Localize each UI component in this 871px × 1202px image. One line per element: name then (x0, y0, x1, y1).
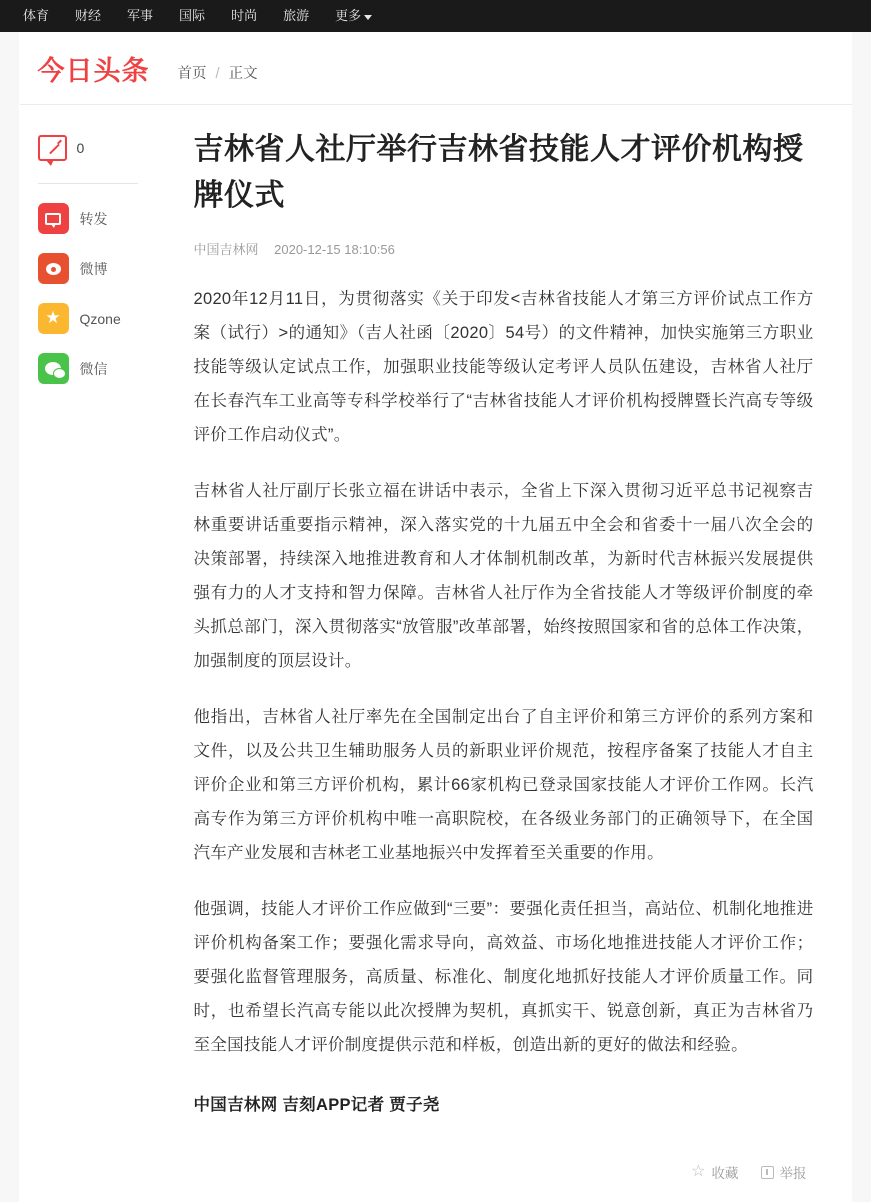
left-gutter (0, 32, 19, 1202)
nav-item-finance[interactable]: 财经 (75, 8, 102, 23)
article-paragraph: 他指出，吉林省人社厅率先在全国制定出台了自主评价和第三方评价的系列方案和文件，以及公共卫生辅助服务人员的新职业评价规范，按程序备案了技能人才自主评价企业和第三方评价机构，累计66家机构已登录国家技能人才评价工作网。长汽高专作为第三方评价机构中唯一高职院校，在各级业务部门的正确领导下，在全国汽车产业发展和吉林老工业基地振兴中发挥着至关重要的作用。 (193, 708, 814, 862)
wechat-icon (38, 353, 69, 384)
breadcrumb (178, 54, 258, 83)
share-label-weibo: 微博 (79, 260, 108, 277)
top-navigation-bar (0, 0, 871, 32)
article-paragraph: 2020年12月11日，为贯彻落实《关于印发<吉林省技能人才第三方评价试点工作方案（试行）>的通知》（吉人社函〔2020〕54号）的文件精神，加快实施第三方职业技能等级认定试点工作，加强职业技能等级认定考评人员队伍建设，吉林省人社厅在长春汽车工业高等专科学校举行了“吉林省技能人才评价机构授牌暨长汽高专等级评价工作启动仪式”。 (193, 290, 814, 444)
report-button[interactable] (761, 1162, 807, 1182)
page-container (0, 32, 871, 1202)
report-label: 举报 (779, 1166, 807, 1181)
article-meta (194, 239, 814, 258)
article-actions (20, 1144, 852, 1202)
breadcrumb-separator: / (215, 66, 220, 82)
share-label-wechat: 微信 (79, 360, 108, 377)
comment-block[interactable] (38, 135, 138, 184)
nav-item-fashion[interactable]: 时尚 (231, 8, 258, 23)
article-source: 中国吉林网 (193, 242, 259, 257)
repost-icon (38, 203, 69, 234)
share-item-qzone[interactable] (38, 303, 156, 334)
site-logo[interactable]: 今日头条 (37, 56, 150, 87)
article-body (156, 105, 852, 1144)
body-row (20, 105, 852, 1144)
report-icon (761, 1166, 774, 1179)
breadcrumb-current: 正文 (228, 66, 258, 82)
comment-edit-icon (38, 135, 67, 161)
nav-item-more[interactable] (322, 0, 385, 32)
article-timestamp: 2020-12-15 18:10:56 (274, 242, 395, 257)
share-item-wechat[interactable] (38, 353, 156, 384)
share-item-weibo[interactable] (38, 253, 156, 284)
weibo-icon (38, 253, 69, 284)
share-label-repost: 转发 (79, 210, 108, 227)
chevron-down-icon (364, 15, 372, 20)
nav-item-international[interactable]: 国际 (179, 8, 206, 23)
breadcrumb-home[interactable]: 首页 (177, 66, 207, 82)
share-item-repost[interactable] (38, 203, 156, 234)
right-gutter (852, 32, 871, 1202)
content-wrapper (20, 32, 852, 1202)
nav-item-military[interactable]: 军事 (127, 8, 154, 23)
share-label-qzone: Qzone (79, 310, 121, 327)
favorite-button[interactable] (691, 1162, 738, 1182)
article-paragraph: 他强调，技能人才评价工作应做到“三要”：要强化责任担当，高站位、机制化地推进评价机构备案工作；要强化需求导向，高效益、市场化地推进技能人才评价工作；要强化监督管理服务，高质量、标准化、制度化地抓好技能人才评价质量工作。同时，也希望长汽高专能以此次授牌为契机，真抓实干、锐意创新，真正为吉林省乃至全国技能人才评价制度提供示范和样板，创造出新的更好的做法和经验。 (193, 900, 814, 1054)
site-header (20, 32, 852, 105)
favorite-label: 收藏 (711, 1166, 739, 1181)
share-rail (38, 105, 156, 1144)
nav-more-label: 更多 (335, 8, 362, 23)
nav-item-sports[interactable]: 体育 (23, 8, 50, 23)
qzone-icon: ★ (38, 303, 69, 334)
article-byline: 中国吉林网 吉刻APP记者 贾子尧 (193, 1096, 440, 1114)
article-paragraph: 吉林省人社厅副厅长张立福在讲话中表示，全省上下深入贯彻习近平总书记视察吉林重要讲话重要指示精神，深入落实党的十九届五中全会和省委十一届八次全会的决策部署，持续深入地推进教育和人才体制机制改革，为新时代吉林振兴发展提供强有力的人才支持和智力保障。吉林省人社厅作为全省技能人才等级评价制度的牵头抓总部门，深入贯彻落实“放管服”改革部署，始终按照国家和省的总体工作决策，加强制度的顶层设计。 (193, 482, 814, 670)
star-outline-icon: ☆ (691, 1163, 706, 1180)
nav-item-travel[interactable]: 旅游 (283, 8, 310, 23)
comment-count: 0 (76, 140, 85, 156)
page-title: 吉林省人社厅举行吉林省技能人才评价机构授牌仪式 (193, 133, 804, 212)
